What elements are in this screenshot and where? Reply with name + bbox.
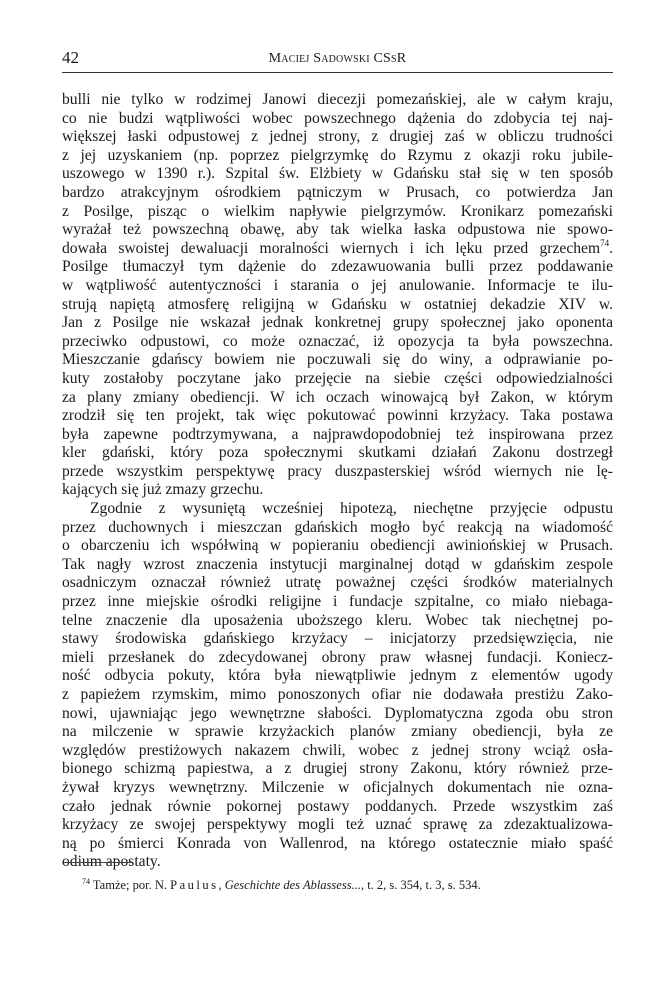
- text-line: [62, 537, 613, 556]
- line-text: Posilge tłumaczył tym dążenie do zdezawuowania bulli przez poddawanie: [62, 258, 613, 276]
- text-line: [62, 426, 613, 445]
- line-text: mieli przesłanek do zdecydowanej obrony praw własnej fundacji. Koniecz-: [62, 648, 613, 666]
- line-text: nowi, ujawniając jego wewnętrzne słabości. Dyplomatyczna zgoda obu stron: [62, 704, 613, 722]
- text-line: [62, 221, 613, 240]
- line-text: odium apostaty.: [62, 853, 161, 871]
- text-line: [62, 203, 613, 222]
- line-text: przeciwko odpustowi, co może oznaczać, iż opozycja ta była powszechna.: [62, 332, 613, 350]
- text-line: [62, 760, 613, 779]
- text-line: [62, 370, 613, 389]
- page-header: [62, 46, 613, 73]
- line-text: bionego schizmą papiestwa, a z drugiej strony Zakonu, który również prze-: [62, 760, 613, 778]
- line-text: przede wszystkim perspektywę pracy duszpasterskiej wśród wiernych nie lę-: [62, 462, 613, 480]
- text-line: [62, 649, 613, 668]
- text-line: [62, 237, 613, 259]
- text-line: [62, 556, 613, 575]
- footnote-title: Geschichte des Ablassess...: [224, 878, 361, 892]
- line-text: telne znaczenie dla uposażenia uboższego kleru. Wobec tak niechętnej po-: [62, 611, 613, 629]
- line-text: co nie budzi wątpliwości wobec powszechnego dążenia do zdobycia tej naj-: [62, 109, 613, 127]
- footnote-prefix: Tamże; por. N.: [92, 878, 168, 892]
- text-line: [62, 110, 613, 129]
- footnote-divider: [62, 862, 132, 863]
- footnote-number: 74: [82, 877, 90, 886]
- line-text: przez inne miejskie ośrodki religijne i fundacje szpitalne, co miało niebaga-: [62, 593, 613, 611]
- text-line: [62, 184, 613, 203]
- line-text: większej łaski odpustowej z jednej strony, z drugiej zaś w obliczu trudności: [62, 128, 613, 146]
- text-line: [62, 389, 613, 408]
- text-line: [62, 630, 613, 649]
- line-text: stawy środowiska gdańskiego krzyżacy – inicjatorzy przedsięwzięcia, nie: [62, 630, 613, 648]
- footnote: [82, 878, 481, 893]
- text-line: [62, 593, 613, 612]
- line-text: na milczenie w sprawie krzyżackich planów zmiany obediencji, była ze: [62, 723, 613, 741]
- period: .: [609, 239, 613, 257]
- footnote-suffix: , t. 2, s. 354, t. 3, s. 534.: [360, 878, 481, 892]
- text-line: [62, 444, 613, 463]
- line-text: kuty zostałoby poczytane jako przejęcie na siebie części odpowiedzialności: [62, 369, 613, 387]
- text-line: [62, 500, 613, 519]
- text-line: [62, 835, 613, 854]
- line-text: względów prestiżowych nakazem chwili, wobec z jednej strony wciąż osła-: [62, 741, 613, 759]
- line-text: wyrażał też powszechną obawę, aby tak wielka łaska odpustowa nie spowo-: [62, 221, 613, 239]
- text-line: [62, 705, 613, 724]
- text-line: [62, 333, 613, 352]
- text-line: [62, 463, 613, 482]
- text-line: [62, 258, 613, 277]
- line-text: przez duchownych i mieszczan gdańskich mogło być reakcją na wiadomość: [62, 518, 613, 536]
- text-line: [62, 723, 613, 742]
- text-line: [62, 742, 613, 761]
- line-text: czało jednak równie pokornej postawy poddanych. Przede wszystkim zaś: [62, 797, 613, 815]
- line-text: z Posilge, pisząc o wielkim napływie pielgrzymów. Kronikarz pomezański: [62, 202, 613, 220]
- text-line: [62, 314, 613, 333]
- text-line: [62, 165, 613, 184]
- running-head: Maciej Sadowski CSsR: [268, 51, 407, 66]
- line-text: Mieszczanie gdańscy bowiem nie poczuwali się do winy, a odprawianie po-: [62, 351, 613, 369]
- footnote-separator: ,: [218, 878, 222, 892]
- page-number: 42: [62, 48, 79, 67]
- line-text: osadniczym oznaczał również utratę poważnej części środków materialnych: [62, 574, 613, 592]
- text-line: [62, 816, 613, 835]
- text-line: [62, 519, 613, 538]
- line-text: dowała swoistej dewaluacji moralności wiernych i ich lęku przed grzechem: [62, 239, 601, 257]
- text-line: [62, 128, 613, 147]
- line-text: była zapewne podtrzymywana, a najprawdopodobniej też inspirowana przez: [62, 425, 613, 443]
- text-line: [62, 779, 613, 798]
- body-text: [62, 91, 613, 872]
- line-text: z papieżem rzymskim, mimo ponoszonych ofiar nie dodawała prestiżu Zako-: [62, 686, 613, 703]
- line-text: żywał kryzys wewnętrzny. Milczenie w oficjalnych dokumentach nie ozna-: [62, 778, 613, 796]
- text-line: [62, 277, 613, 296]
- text-line: [62, 351, 613, 370]
- text-line: [62, 407, 613, 426]
- text-line: [62, 91, 613, 110]
- text-line: [62, 667, 613, 686]
- line-text: bulli nie tylko w rodzimej Janowi diecezji pomezańskiej, ale w całym kraju,: [62, 91, 613, 108]
- line-text: kających się już zmazy grzechu.: [62, 481, 264, 499]
- line-text: bardzo atrakcyjnym ośrodkiem pątniczym w Prusach, co potwierdza Jan: [62, 183, 613, 201]
- line-text: strują napiętą atmosferę religijną w Gdańsku w ostatniej dekadzie XIV w.: [62, 295, 613, 313]
- text-line: [62, 853, 613, 872]
- text-line: [62, 612, 613, 631]
- line-text: o obarczeniu ich współwiną w popieraniu obediencji awiniońskiej w Prusach.: [62, 537, 613, 555]
- text-line: [62, 574, 613, 593]
- line-text: krzyżacy ze swojej perspektywy mogli też uznać sprawę za zdezaktualizowa-: [62, 816, 613, 834]
- line-text: kler gdański, który poza społecznymi skutkami działań Zakonu dostrzegł: [62, 444, 613, 462]
- text-line: [62, 147, 613, 166]
- line-text: za plany zmiany obediencji. W ich oczach winowajcą był Zakon, w którym: [62, 388, 613, 406]
- line-text: z jej uzyskaniem (np. poprzez pielgrzymkę do Rzymu z okazji roku jubile-: [62, 146, 613, 164]
- line-text: Zgodnie z wysuniętą wcześniej hipotezą, niechętne przyjęcie odpustu: [90, 500, 613, 518]
- text-line: [62, 481, 613, 500]
- line-text: zrodził się ten projekt, tak więc pokutować powinni krzyżacy. Taka postawa: [62, 407, 613, 425]
- text-line: [62, 798, 613, 817]
- line-text: ną po śmierci Konrada von Wallenrod, na którego ostatecznie miało spaść: [62, 834, 613, 852]
- line-text: ność odbycia pokuty, która była niewątpliwie jednym z elementów ugody: [62, 667, 613, 685]
- footnote-author: Paulus: [170, 878, 219, 892]
- text-line: [62, 296, 613, 315]
- line-text: Tak nagły wzrost znaczenia instytucji marginalnej dotąd w gdańskim zespole: [62, 555, 613, 573]
- line-text: Jan z Posilge nie wskazał jednak konkretnej grupy społecznej jako oponenta: [62, 314, 613, 332]
- text-line: [62, 686, 613, 705]
- footnote-reference[interactable]: 74: [600, 237, 610, 248]
- line-text: w wątpliwość autentyczności i starania o jej anulowanie. Informacje te ilu-: [62, 276, 613, 294]
- line-text: uszowego w 1390 r.). Szpital św. Elżbiety w Gdańsku stał się w ten sposób: [62, 165, 613, 183]
